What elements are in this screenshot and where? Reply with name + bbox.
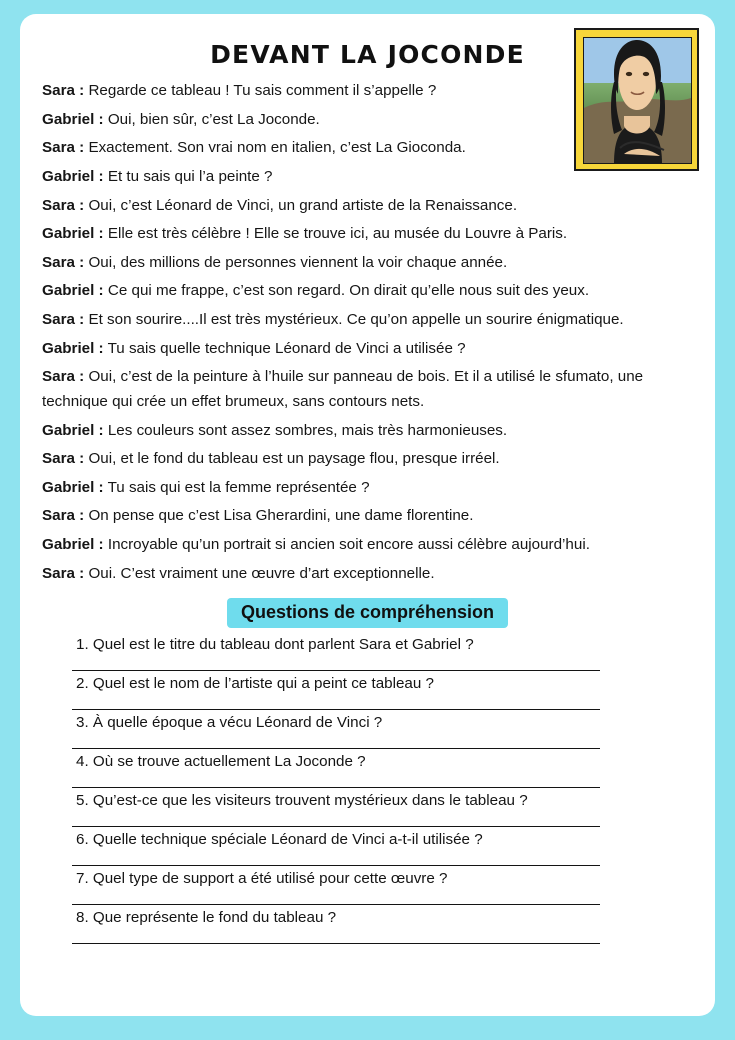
dialogue-line [42,251,693,276]
speaker-label: Gabriel : [42,167,104,185]
speaker-label: Sara : [42,311,85,328]
speaker-label: Gabriel : [42,282,104,300]
answer-line[interactable] [72,653,600,671]
answer-line[interactable] [72,848,600,866]
question-text: 2. Quel est le nom de l’artiste qui a peint ce tableau ? [76,675,434,693]
answer-line[interactable] [72,887,600,905]
dialogue-line [42,504,693,529]
speech-text: Oui. C’est vraiment une œuvre d’art exceptionnelle. [88,564,435,582]
speech-text: Oui, bien sûr, c’est La Joconde. [107,110,320,128]
mona-lisa-figure [584,38,691,163]
speaker-label: Sara : [42,82,85,99]
speech-text: Regarde ce tableau ! Tu sais comment il s’appelle ? [88,82,437,99]
speech-text: Exactement. Son vrai nom en italien, c’est La Gioconda. [88,139,466,157]
speech-text: Les couleurs sont assez sombres, mais très harmonieuses. [107,421,508,439]
dialogue-line [42,562,693,587]
speaker-label: Sara : [42,507,85,525]
question-text: 3. À quelle époque a vécu Léonard de Vinci ? [76,714,383,732]
question-text: 4. Où se trouve actuellement La Joconde ? [76,753,366,771]
answer-line[interactable] [72,770,600,788]
answer-line[interactable] [72,692,600,710]
speaker-label: Gabriel : [42,225,104,243]
dialogue-line [42,447,693,472]
speaker-label: Gabriel : [42,421,104,439]
speaker-label: Gabriel : [42,478,104,496]
dialogue-line [42,222,693,247]
speaker-label: Sara : [42,368,85,386]
questions-header-wrap [42,598,693,628]
question-text: 8. Que représente le fond du tableau ? [76,909,337,927]
speech-text: On pense que c’est Lisa Gherardini, une dame florentine. [88,507,474,525]
speaker-label: Sara : [42,564,85,582]
question-text: 6. Quelle technique spéciale Léonard de Vinci a-t-il utilisée ? [76,831,483,849]
speaker-label: Sara : [42,450,85,468]
speech-text: Incroyable qu’un portrait si ancien soit encore aussi célèbre aujourd’hui. [107,536,590,553]
speech-text: Oui, des millions de personnes viennent la voir chaque année. [88,253,508,271]
speech-text: Tu sais quelle technique Léonard de Vinci a utilisée ? [107,339,466,357]
page-title: DEVANT LA JOCONDE [210,40,525,69]
speech-text: Elle est très célèbre ! Elle se trouve ici, au musée du Louvre à Paris. [107,225,568,243]
answer-line[interactable] [72,731,600,749]
dialogue-line [42,365,693,414]
dialogue-line [42,337,693,362]
speaker-label: Gabriel : [42,110,104,128]
question-item [72,792,693,827]
dialogue-line [42,279,693,304]
dialogue-line [42,308,693,333]
question-text: 7. Quel type de support a été utilisé pour cette œuvre ? [76,870,448,888]
question-item [72,753,693,788]
questions-header: Questions de compréhension [227,598,508,628]
speaker-label: Gabriel : [42,339,104,357]
question-text: 5. Qu’est-ce que les visiteurs trouvent mystérieux dans le tableau ? [76,792,528,810]
question-item [72,831,693,866]
question-item [72,714,693,749]
dialogue-line [42,419,693,444]
worksheet-sheet [20,14,715,1016]
dialogue-line [42,194,693,219]
dialogue-line [42,476,693,501]
speech-text: Oui, c’est de la peinture à l’huile sur panneau de bois. Et il a utilisé le sfumato, une technique qui crée un effet brumeux, sans contours nets. [42,368,644,410]
painting-canvas [583,37,692,164]
answer-line[interactable] [72,809,600,827]
speaker-label: Sara : [42,139,85,157]
question-item [72,870,693,905]
speech-text: Ce qui me frappe, c’est son regard. On dirait qu’elle nous suit des yeux. [107,282,590,300]
question-item [72,675,693,710]
speech-text: Et tu sais qui l’a peinte ? [107,167,273,185]
mona-lisa-painting [574,28,699,171]
speaker-label: Sara : [42,196,85,214]
question-item [72,636,693,671]
speech-text: Tu sais qui est la femme représentée ? [107,478,370,496]
answer-line[interactable] [72,926,600,944]
question-item [72,909,693,944]
speaker-label: Sara : [42,253,85,271]
question-text: 1. Quel est le titre du tableau dont parlent Sara et Gabriel ? [76,636,474,654]
questions-list [72,636,693,944]
speech-text: Oui, et le fond du tableau est un paysage flou, presque irréel. [88,450,500,468]
speech-text: Oui, c’est Léonard de Vinci, un grand artiste de la Renaissance. [88,196,518,214]
speech-text: Et son sourire....Il est très mystérieux. Ce qu’on appelle un sourire énigmatique. [88,311,624,328]
dialogue-line [42,533,693,558]
speaker-label: Gabriel : [42,536,104,553]
